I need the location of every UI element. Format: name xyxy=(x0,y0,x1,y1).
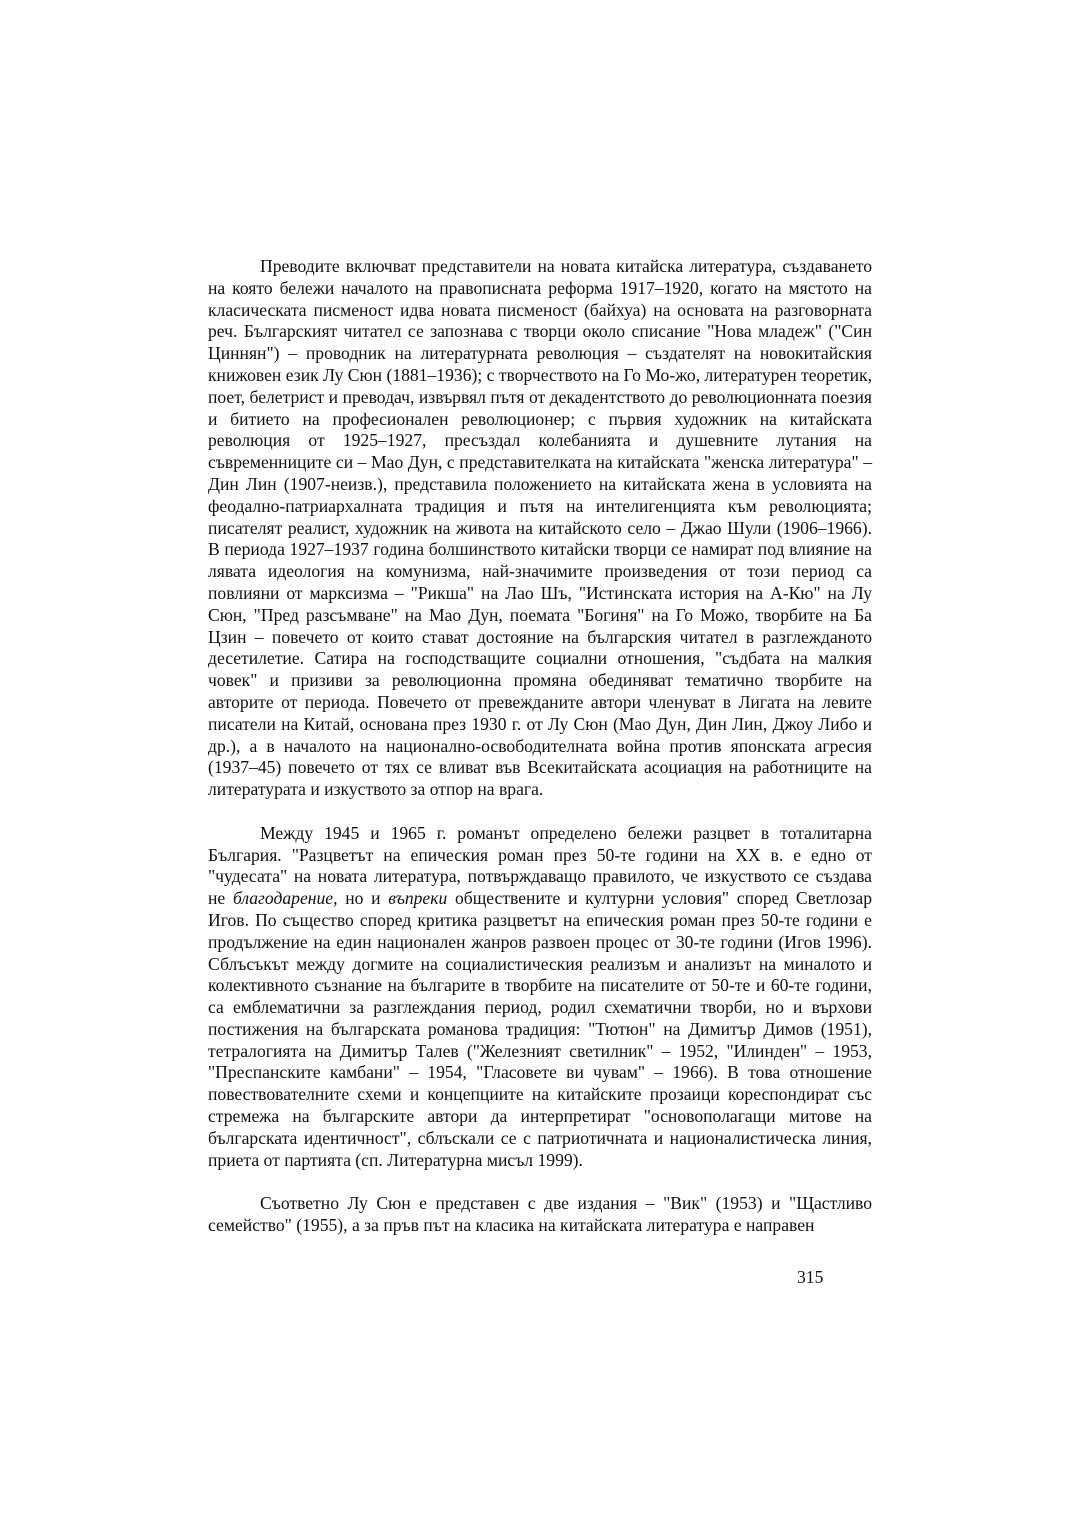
paragraph-lu-xun-editions xyxy=(208,1193,872,1237)
italic-text: благодарение, xyxy=(232,888,338,909)
page-number: 315 xyxy=(797,1267,824,1287)
paragraph-novel-flourishing xyxy=(208,823,872,1172)
body-text xyxy=(208,256,872,1237)
paragraph-text: Между 1945 и 1965 г. романът определено бележи разцвет в тоталитарна България. "Разцветът на епическия роман през 50-те години на XX в. е едно от "чудесата" на новата литература, потвърждаващо правилото, че изкуството се създава не xyxy=(208,822,872,909)
italic-text: въпреки xyxy=(388,888,448,909)
paragraph-text: обществените и културни условия" според Светлозар Игов. По същество според критика разцветът на епическия роман през 50-те години е продължение на един национален жанров развоен процес от 30-те години (Игов 1996). Сблъсъкът между догмите на социалистическия реализъм и анализът на миналото и колективното съзнание на българите в творбите на писателите от 50-те и 60-те години, са емблематични за разглеждания период, родил схематични творби, но и върхови постижения на българската романова традиция: "Тютюн" на Димитър Димов (1951), тетралогията на Димитър Талев ("Железният светилник" – 1952, "Илинден" – 1953, "Преспанските камбани" – 1954, "Гласовете ви чувам" – 1966). В това отношение повествователните схеми и концепциите на китайските прозаици кореспондират със стремежа на българските автори да интерпретират "основополагащи митове на българската идентичност", сблъскали се с патриотичната и националистическа линия, приета от партията (сп. Литературна мисъл 1999). xyxy=(208,888,873,1170)
paragraph-translations xyxy=(208,256,872,801)
paragraph-text: Съответно Лу Сюн е представен с две издания – "Вик" (1953) и "Щастливо семейство" (1955), а за пръв път на класика на китайската литература е направен xyxy=(208,1193,872,1236)
paragraph-text: но и xyxy=(337,888,389,909)
paragraph-text: Преводите включват представители на новата китайска литература, създаването на която бележи началото на правописната реформа 1917–1920, когато на мястото на класическата писменост идва новата писменост (байхуа) на основата на разговорната реч. Българският читател се запознава с творци около списание "Нова младеж" ("Син Циннян") – проводник на литературната революция – създателят на новокитайския книжовен език Лу Сюн (1881–1936); с творчеството на Го Мо-жо, литературен теоретик, поет, белетрист и преводач, извървял пътя от декадентството до революционната поезия и битието на професионален революционер; с първия художник на китайската революция от 1925–1927, пресъздал колебанията и душевните лутания на съвременниците си – Мао Дун, с представителката на китайската "женска литература" – Дин Лин (1907-неизв.), представила положението на китайската жена в условията на феодално-патриархалната традиция и пътя на интелигенцията към революцията; писателят реалист, художник на живота на китайското село – Джао Шули (1906–1966). В периода 1927–1937 година болшинството китайски творци се намират под влияние на лявата идеология на комунизма, най-значимите произведения от този период са повлияни от марксизма – "Рикша" на Лао Шъ, "Истинската история на А-Кю" на Лу Сюн, "Пред разсъмване" на Мао Дун, поемата "Богиня" на Го Можо, творбите на Ба Цзин – повечето от които стават достояние на българския читател в разглежданото десетилетие. Сатира на господстващите социални отношения, "съдбата на малкия човек" и призиви за революционна промяна обединяват тематично творбите на авторите от периода. Повечето от превежданите автори членуват в Лигата на левите писатели на Китай, основана през 1930 г. от Лу Сюн (Мао Дун, Дин Лин, Джоу Либо и др.), а в началото на национално-освободителната война против японската агресия (1937–45) повечето от тях се вливат във Всекитайската асоциация на работниците на литературата и изкуството за отпор на врага. xyxy=(208,256,872,800)
